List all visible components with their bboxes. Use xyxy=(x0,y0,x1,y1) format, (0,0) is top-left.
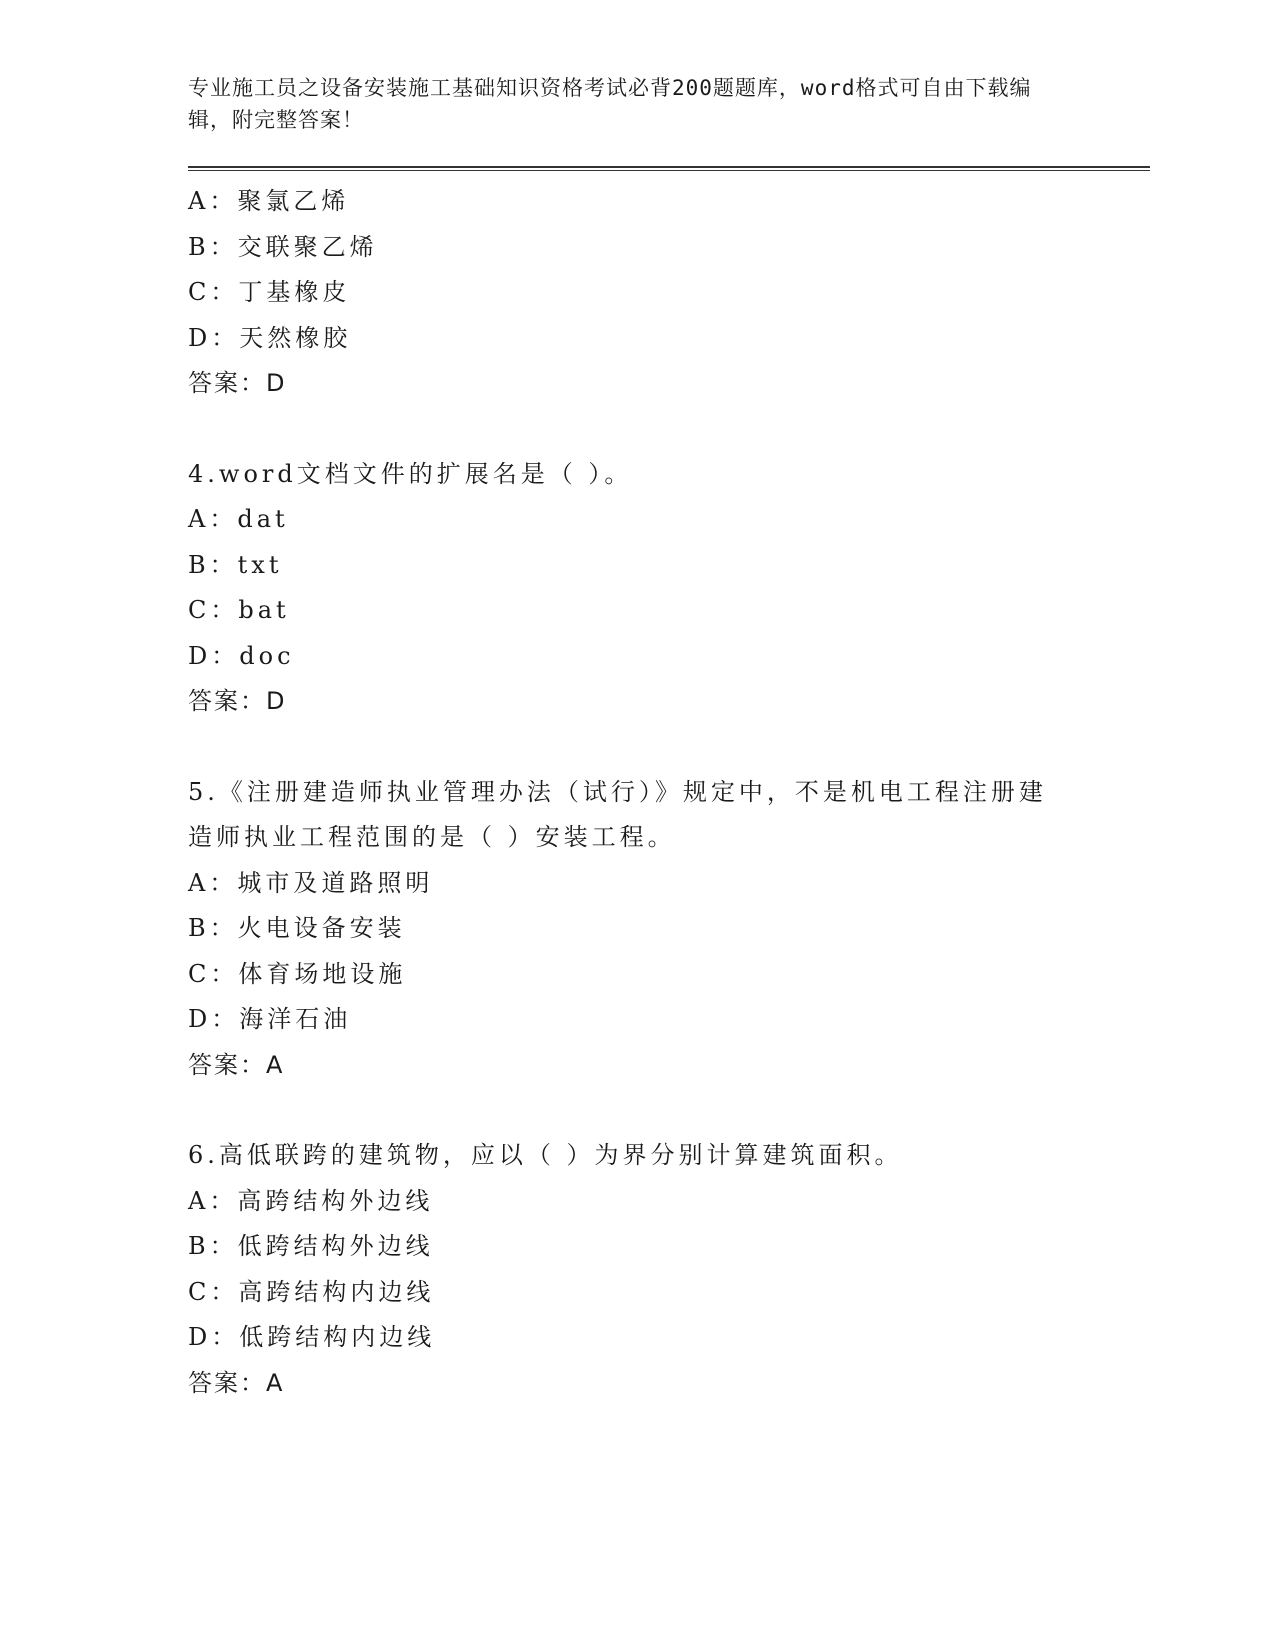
document-header: 专业施工员之设备安装施工基础知识资格考试必背200题题库，word格式可自由下载编辑，附完整答案！ xyxy=(188,76,1032,132)
option-c: C：高跨结构内边线 xyxy=(188,1277,435,1306)
document-page xyxy=(188,72,1148,1406)
option-b: B：txt xyxy=(188,550,283,579)
question-6-block xyxy=(188,1133,1148,1406)
question-text: 4.word文档文件的扩展名是（ ）。 xyxy=(188,459,633,488)
question-4-block xyxy=(188,452,1148,725)
answer-line: 答案：A xyxy=(188,1050,285,1079)
option-a: A：城市及道路照明 xyxy=(188,868,434,897)
option-b: B：低跨结构外边线 xyxy=(188,1232,434,1260)
option-a: A：聚氯乙烯 xyxy=(188,187,350,215)
option-c: C：体育场地设施 xyxy=(188,959,407,988)
option-a: A：高跨结构外边线 xyxy=(188,1186,434,1215)
question-3-block xyxy=(188,179,1148,407)
header-divider xyxy=(188,166,1150,171)
option-d: D：doc xyxy=(188,641,295,670)
question-text: 6.高低联跨的建筑物，应以（ ）为界分别计算建筑面积。 xyxy=(188,1141,903,1169)
option-a: A：dat xyxy=(188,505,289,533)
option-d: D：低跨结构内边线 xyxy=(188,1323,436,1351)
option-b: B：交联聚乙烯 xyxy=(188,232,378,261)
answer-line: 答案：D xyxy=(188,369,287,397)
option-c: C：bat xyxy=(188,596,290,624)
answer-line: 答案：D xyxy=(188,687,287,715)
option-b: B：火电设备安装 xyxy=(188,914,406,942)
answer-line: 答案：A xyxy=(188,1368,285,1397)
question-5-block xyxy=(188,770,1148,1089)
question-text: 5.《注册建造师执业管理办法（试行）》规定中，不是机电工程注册建造师执业工程范围的是（ ）安装工程。 xyxy=(188,777,1047,851)
option-d: D：海洋石油 xyxy=(188,1005,352,1033)
option-d: D：天然橡胶 xyxy=(188,323,352,352)
option-c: C：丁基橡皮 xyxy=(188,278,351,306)
